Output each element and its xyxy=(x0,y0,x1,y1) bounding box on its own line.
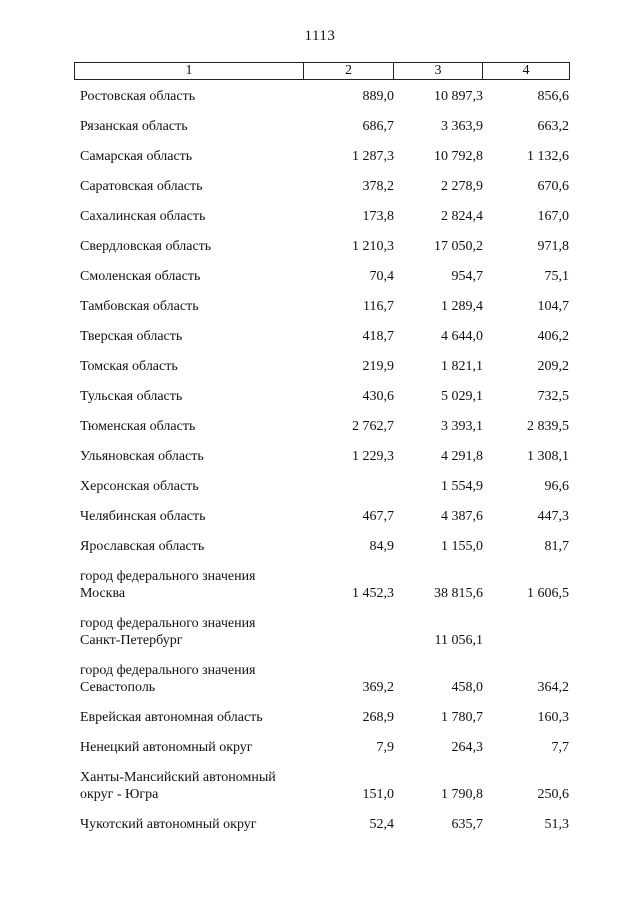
region-name: Ярославская область xyxy=(80,539,205,554)
value-c2: 2 762,7 xyxy=(352,419,394,434)
region-name: Чукотский автономный округ xyxy=(80,817,257,832)
column-header-2: 2 xyxy=(304,63,394,79)
region-name: Еврейская автономная область xyxy=(80,710,263,725)
value-c3: 11 056,1 xyxy=(434,633,483,648)
value-c4: 447,3 xyxy=(537,509,569,524)
value-c3: 2 278,9 xyxy=(441,179,483,194)
value-c4: 7,7 xyxy=(551,740,569,755)
value-c3: 635,7 xyxy=(451,817,483,832)
value-c4: 51,3 xyxy=(544,817,569,832)
value-c4: 2 839,5 xyxy=(527,419,569,434)
value-c4: 160,3 xyxy=(537,710,569,725)
region-name: Свердловская область xyxy=(80,239,212,254)
value-c3: 4 291,8 xyxy=(441,449,483,464)
value-c2: 430,6 xyxy=(362,389,394,404)
value-c3: 5 029,1 xyxy=(441,389,483,404)
value-c3: 1 821,1 xyxy=(441,359,483,374)
value-c2: 219,9 xyxy=(362,359,394,374)
region-name: Тульская область xyxy=(80,389,183,404)
region-name: Томская область xyxy=(80,359,178,374)
value-c2: 268,9 xyxy=(362,710,394,725)
region-name: город федерального значения Москва xyxy=(80,569,256,601)
region-name: Тамбовская область xyxy=(80,299,199,314)
region-name: Тюменская область xyxy=(80,419,196,434)
value-c2: 52,4 xyxy=(369,817,394,832)
region-name: Рязанская область xyxy=(80,119,188,134)
page-number: 1113 xyxy=(304,28,336,44)
region-name: Ульяновская область xyxy=(80,449,204,464)
value-c2: 686,7 xyxy=(362,119,394,134)
value-c3: 3 393,1 xyxy=(441,419,483,434)
table-header xyxy=(74,62,570,80)
value-c2: 369,2 xyxy=(362,680,394,695)
value-c2: 173,8 xyxy=(362,209,394,224)
value-c4: 971,8 xyxy=(537,239,569,254)
column-header-1: 1 xyxy=(75,63,304,79)
value-c3: 264,3 xyxy=(451,740,483,755)
value-c4: 96,6 xyxy=(544,479,569,494)
value-c3: 3 363,9 xyxy=(441,119,483,134)
value-c2: 467,7 xyxy=(362,509,394,524)
value-c4: 81,7 xyxy=(544,539,569,554)
value-c4: 1 308,1 xyxy=(527,449,569,464)
value-c2: 116,7 xyxy=(363,299,394,314)
value-c2: 7,9 xyxy=(376,740,394,755)
value-c2: 70,4 xyxy=(369,269,394,284)
region-name: Самарская область xyxy=(80,149,193,164)
value-c3: 4 387,6 xyxy=(441,509,483,524)
value-c3: 10 792,8 xyxy=(434,149,483,164)
value-c2: 418,7 xyxy=(362,329,394,344)
region-name: Саратовская область xyxy=(80,179,203,194)
region-name: Сахалинская область xyxy=(80,209,206,224)
value-c4: 856,6 xyxy=(537,89,569,104)
value-c4: 1 132,6 xyxy=(527,149,569,164)
value-c4: 167,0 xyxy=(537,209,569,224)
value-c2: 1 287,3 xyxy=(352,149,394,164)
value-c2: 151,0 xyxy=(362,787,394,802)
value-c3: 1 289,4 xyxy=(441,299,483,314)
value-c3: 1 554,9 xyxy=(441,479,483,494)
value-c2: 889,0 xyxy=(362,89,394,104)
region-name: Ненецкий автономный округ xyxy=(80,740,253,755)
value-c4: 670,6 xyxy=(537,179,569,194)
value-c4: 406,2 xyxy=(537,329,569,344)
value-c2: 84,9 xyxy=(369,539,394,554)
region-name: Смоленская область xyxy=(80,269,201,284)
value-c4: 104,7 xyxy=(537,299,569,314)
region-name: город федерального значения Санкт-Петербург xyxy=(80,616,256,648)
value-c3: 38 815,6 xyxy=(434,586,483,601)
value-c3: 954,7 xyxy=(451,269,483,284)
value-c3: 1 790,8 xyxy=(441,787,483,802)
value-c3: 458,0 xyxy=(451,680,483,695)
value-c2: 378,2 xyxy=(362,179,394,194)
region-name: Ростовская область xyxy=(80,89,196,104)
value-c2: 1 210,3 xyxy=(352,239,394,254)
value-c2: 1 229,3 xyxy=(352,449,394,464)
value-c3: 10 897,3 xyxy=(434,89,483,104)
value-c3: 1 155,0 xyxy=(441,539,483,554)
value-c4: 1 606,5 xyxy=(527,586,569,601)
value-c4: 663,2 xyxy=(537,119,569,134)
column-header-4: 4 xyxy=(522,63,530,78)
value-c3: 17 050,2 xyxy=(434,239,483,254)
column-header-3: 3 xyxy=(394,63,483,79)
value-c4: 250,6 xyxy=(537,787,569,802)
region-name: Ханты-Мансийский автономный округ - Югра xyxy=(80,770,276,802)
value-c2: 1 452,3 xyxy=(352,586,394,601)
value-c4: 75,1 xyxy=(544,269,569,284)
value-c3: 4 644,0 xyxy=(441,329,483,344)
region-name: Тверская область xyxy=(80,329,183,344)
region-name: город федерального значения Севастополь xyxy=(80,663,256,695)
value-c4: 364,2 xyxy=(537,680,569,695)
value-c4: 209,2 xyxy=(537,359,569,374)
region-name: Челябинская область xyxy=(80,509,206,524)
value-c4: 732,5 xyxy=(537,389,569,404)
region-name: Херсонская область xyxy=(80,479,199,494)
value-c3: 2 824,4 xyxy=(441,209,483,224)
value-c3: 1 780,7 xyxy=(441,710,483,725)
